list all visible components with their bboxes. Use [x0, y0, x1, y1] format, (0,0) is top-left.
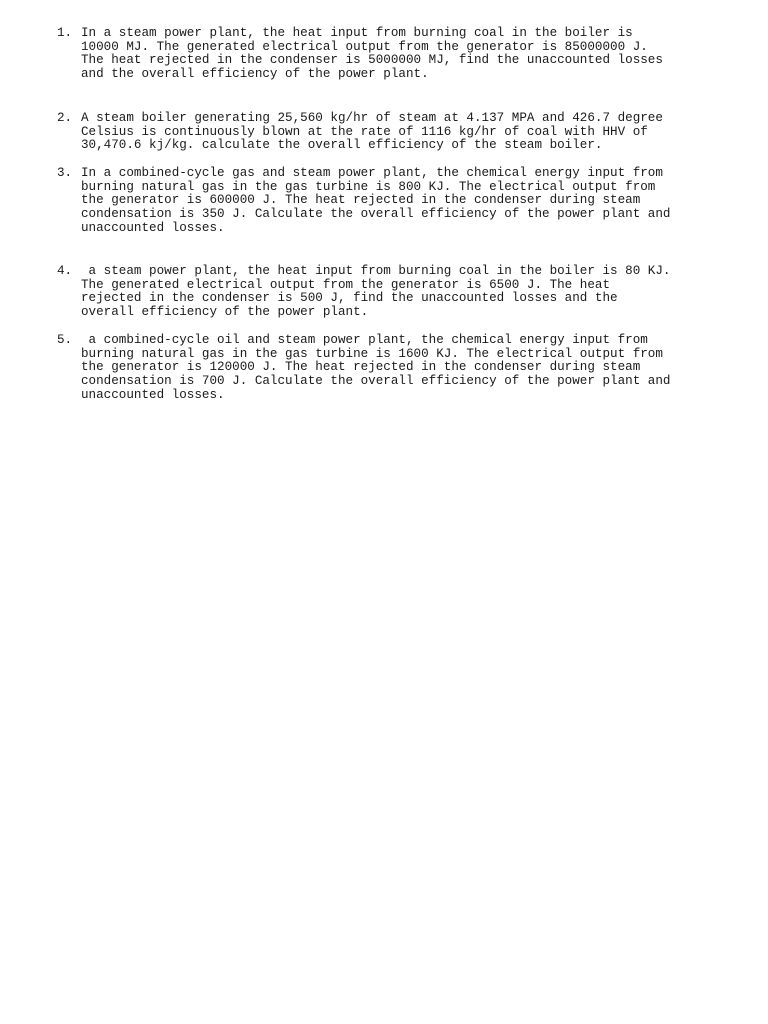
problem-text-line: burning natural gas in the gas turbine is 1600 KJ. The electrical output from — [81, 346, 663, 361]
problem-number: 1. — [57, 26, 73, 40]
problem-item — [57, 167, 747, 236]
problem-text-line: rejected in the condenser is 500 J, find the unaccounted losses and the — [81, 291, 618, 306]
problem-text-line: the generator is 120000 J. The heat rejected in the condenser during steam — [81, 360, 641, 375]
problem-text-line: overall efficiency of the power plant. — [81, 305, 369, 320]
problem-item — [57, 334, 747, 403]
problem-item — [57, 265, 747, 320]
problem-text-line: In a combined-cycle gas and steam power plant, the chemical energy input from — [81, 166, 663, 180]
problem-text-line: 30,470.6 kj/kg. calculate the overall efficiency of the steam boiler. — [81, 138, 603, 153]
problem-text-line: A steam boiler generating 25,560 kg/hr of steam at 4.137 MPA and 426.7 degree — [81, 111, 663, 125]
problem-text-line: a combined-cycle oil and steam power plant, the chemical energy input from — [81, 333, 648, 347]
problem-text-line: a steam power plant, the heat input from burning coal in the boiler is 80 KJ. — [81, 264, 671, 278]
problem-text-line: condensation is 700 J. Calculate the overall efficiency of the power plant and — [81, 374, 671, 389]
problem-text-line: the generator is 600000 J. The heat rejected in the condenser during steam — [81, 193, 641, 208]
problem-number: 2. — [57, 111, 73, 125]
problem-number: 5. — [57, 333, 73, 347]
problem-text-line: condensation is 350 J. Calculate the overall efficiency of the power plant and — [81, 207, 671, 222]
problem-number: 4. — [57, 264, 73, 278]
problem-item — [57, 27, 747, 82]
problem-item — [57, 112, 747, 153]
problem-text-line: unaccounted losses. — [81, 220, 225, 235]
problem-text-line: burning natural gas in the gas turbine is 800 KJ. The electrical output from — [81, 179, 656, 194]
problem-number: 3. — [57, 166, 73, 180]
problem-text-line: and the overall efficiency of the power plant. — [81, 67, 429, 82]
problem-text-line: unaccounted losses. — [81, 387, 225, 402]
problem-text-line: In a steam power plant, the heat input from burning coal in the boiler is — [81, 26, 633, 40]
problem-text-line: The heat rejected in the condenser is 5000000 MJ, find the unaccounted losses — [81, 53, 663, 68]
problem-text-line: 10000 MJ. The generated electrical output from the generator is 85000000 J. — [81, 39, 648, 54]
problem-text-line: The generated electrical output from the generator is 6500 J. The heat — [81, 277, 611, 292]
problem-text-line: Celsius is continuously blown at the rate of 1116 kg/hr of coal with HHV of — [81, 124, 648, 139]
